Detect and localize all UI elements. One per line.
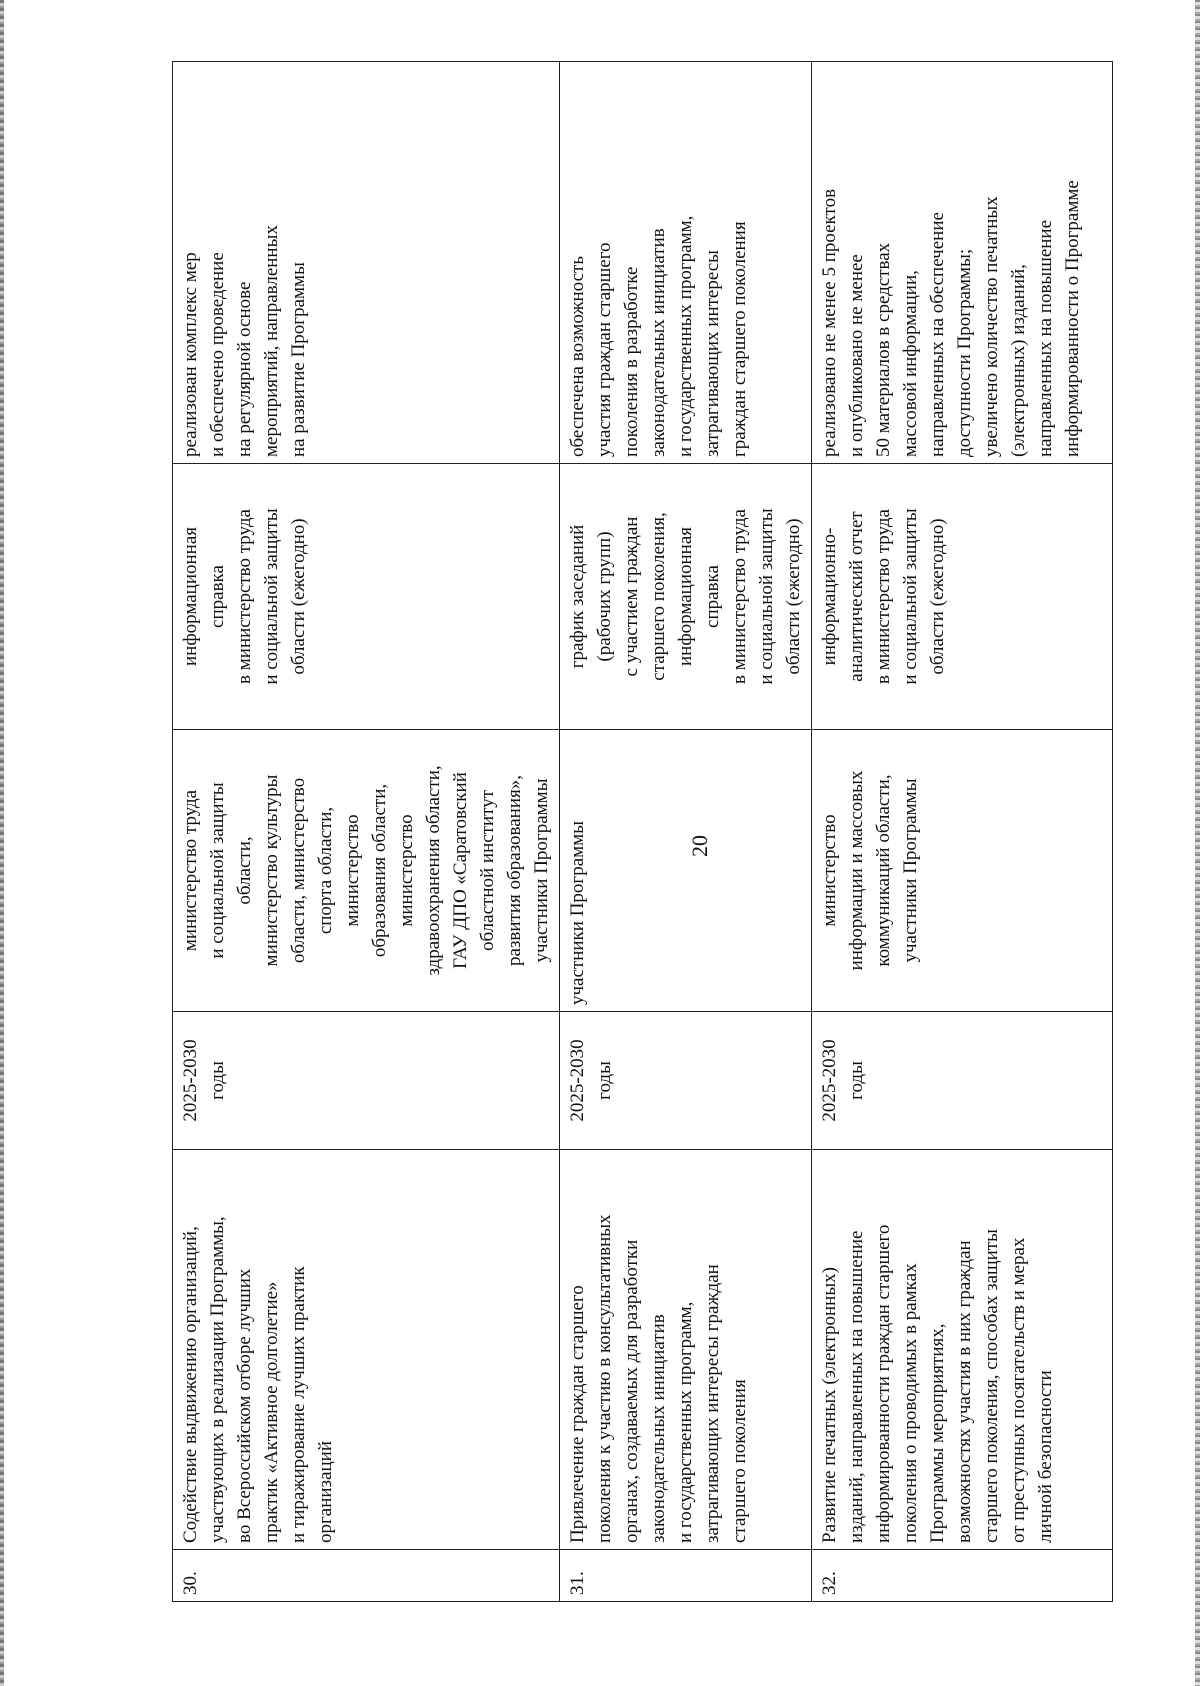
row-number: 30. (173, 1550, 560, 1602)
measure-name: Привлечение граждан старшего поколения к участию в консультативных органах, создаваемых для разработки законодательных инициатив и государственных программ, затрагивающих интересы граждан старшего поколения (560, 1150, 812, 1550)
row-number: 31. (560, 1550, 812, 1602)
table-row (173, 62, 560, 1602)
measure-reporting: информационно- аналитический отчет в министерство труда и социальной защиты области (ежегодно) (812, 464, 1113, 730)
rotated-table-container (172, 62, 1083, 1602)
measure-responsible: министерство информации и массовых коммуникаций области, участники Программы (812, 730, 1113, 1012)
measure-responsible: участники Программы (560, 730, 812, 1012)
measure-result: обеспечена возможность участия граждан старшего поколения в разработке законодательных инициатив и государственных программ, затрагивающих интересы граждан старшего поколения (560, 62, 812, 464)
row-number: 32. (812, 1550, 1113, 1602)
scan-edge-left (0, 0, 4, 1686)
table-row (560, 62, 812, 1602)
measure-responsible: министерство труда и социальной защиты области, министерство культуры области, министерство спорта области, министерство образования области, министерство здравоохранения области, ГАУ ДПО «Саратовский областной институт развития образования», участники Программы (173, 730, 560, 1012)
program-measures-table (172, 61, 1113, 1602)
measure-result: реализовано не менее 5 проектов и опубликовано не менее 50 материалов в средствах массовой информации, направленных на обеспечение доступности Программы; увеличено количество печатных (электронных) изданий, направленных на повышение информированности о Программе (812, 62, 1113, 464)
table-row (812, 62, 1113, 1602)
measure-term: 2025-2030 годы (173, 1012, 560, 1150)
scan-edge-right (1195, 0, 1200, 1686)
measure-term: 2025-2030 годы (812, 1012, 1113, 1150)
measure-name: Развитие печатных (электронных) изданий, направленных на повышение информированности граждан старшего поколения о проводимых в рамках Программы мероприятиях, возможностях участия в них граждан старшего поколения, способах защиты от преступных посягательств и мерах личной безопасности (812, 1150, 1113, 1550)
measure-reporting: информационная справка в министерство труда и социальной защиты области (ежегодно) (173, 464, 560, 730)
measure-result: реализован комплекс мер и обеспечено проведение на регулярной основе мероприятий, направленных на развитие Программы (173, 62, 560, 464)
measure-name: Содействие выдвижению организаций, участвующих в реализации Программы, во Всероссийском отборе лучших практик «Активное долголетие» и тиражирование лучших практик организаций (173, 1150, 560, 1550)
measure-term: 2025-2030 годы (560, 1012, 812, 1150)
measure-reporting: график заседаний (рабочих групп) с участием граждан старшего поколения, информационная справка в министерство труда и социальной защиты области (ежегодно) (560, 464, 812, 730)
page-number: 20 (687, 835, 712, 857)
